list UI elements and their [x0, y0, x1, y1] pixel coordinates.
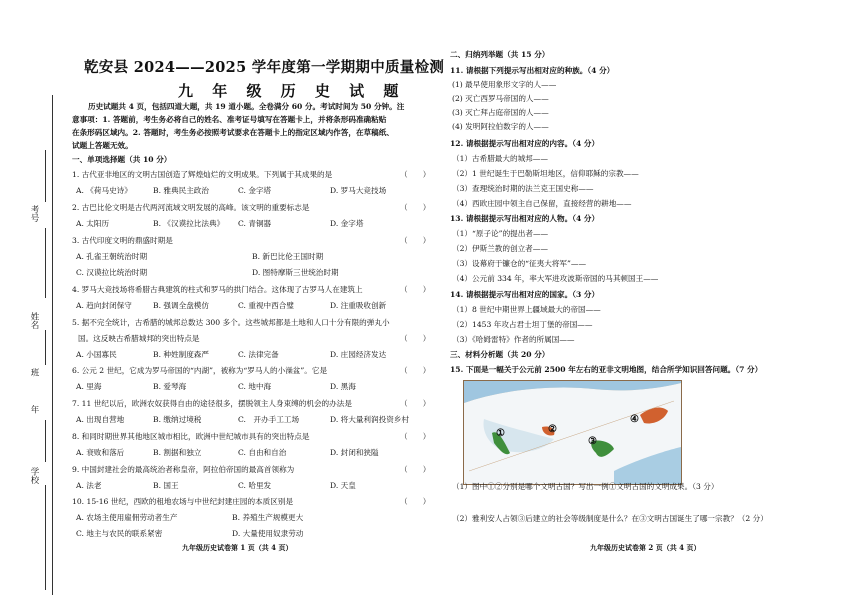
q11-item-3: (3) 灭亡拜占庭帝国的人——	[452, 108, 549, 117]
q5-option-b: B. 种姓制度森严	[153, 350, 209, 359]
class-label: 班	[29, 368, 39, 377]
q2-option-b: B. 《汉谟拉比法典》	[153, 219, 225, 228]
map-label-4: ④	[630, 414, 639, 425]
q5-option-c: C. 法律完备	[238, 350, 279, 359]
q10-option-d: D. 大量使用奴隶劳动	[232, 529, 304, 538]
q4-option-a: A. 趋向封闭保守	[76, 301, 132, 310]
question-5-bracket: （ ）	[400, 334, 431, 343]
question-1: 1. 古代亚非地区的文明古国创造了辉煌灿烂的文明成果。下列属于其成果的是	[72, 170, 333, 179]
q15-part-1: （1）图中①②分别是哪个文明古国？写出一例①文明古国的文明成果。（3 分）	[452, 482, 719, 491]
q6-option-b: B. 爱琴海	[153, 382, 187, 391]
ancient-civilizations-map	[463, 380, 682, 485]
instructions-line-3: 在条形码区域内。2. 答题时，考生务必按照考试要求在答题卡上的指定区域内作答，在草稿纸、	[72, 128, 394, 137]
q9-option-d: D. 天皇	[330, 481, 356, 490]
map-label-1: ①	[496, 428, 505, 439]
school-underline	[45, 485, 46, 590]
q8-option-b: B. 割据和独立	[153, 448, 202, 457]
q5-option-a: A. 小国寡民	[76, 350, 117, 359]
exam-no-underline	[45, 150, 46, 202]
q7-option-c: C. 开办手工工场	[238, 415, 300, 424]
footer-right: 九年级历史试卷第 2 页（共 4 页）	[590, 543, 701, 552]
footer-left: 九年级历史试卷第 1 页（共 4 页）	[182, 543, 293, 552]
q14-item-3: （3）《哈姆雷特》作者的所属国——	[452, 335, 575, 344]
q14-item-1: （1）8 世纪中期世界上疆域最大的帝国——	[452, 305, 601, 314]
q4-option-b: B. 强调全盘模仿	[153, 301, 209, 310]
question-10: 10. 15-16 世纪，西欧的租地农场与中世纪封建庄园的本质区别是	[72, 497, 294, 506]
q11-item-2: (2) 灭亡西罗马帝国的人——	[452, 94, 549, 103]
q14-item-2: （2）1453 年攻占君士坦丁堡的帝国——	[452, 320, 593, 329]
q3-option-a: A. 孔雀王朝统治时期	[76, 252, 148, 261]
instructions-line-2: 意事项：1. 答题前，考生务必将自己的姓名、准考证号填写在答题卡上，并将条形码准确粘贴	[72, 115, 387, 124]
question-12: 12. 请根据提示写出相对应的内容。（4 分）	[450, 139, 600, 148]
q3-option-b: B. 新巴比伦王国时期	[252, 252, 324, 261]
q8-option-c: C. 自由和自治	[238, 448, 287, 457]
question-10-bracket: （ ）	[400, 497, 431, 506]
exam-title: 乾安县 2024——2025 学年度第一学期期中质量检测	[84, 59, 445, 76]
q6-option-c: C. 地中海	[238, 382, 272, 391]
section1-heading: 一、单项选择题（共 10 分）	[72, 155, 172, 164]
question-3-bracket: （ ）	[400, 236, 431, 245]
question-8: 8. 和同时期世界其他地区城市相比，欧洲中世纪城市具有的突出特点是	[72, 432, 310, 441]
q13-item-4: （4）公元前 334 年，率大军进攻波斯帝国的马其顿国王——	[452, 274, 659, 283]
q7-option-d: D. 将大量利润投资乡村	[330, 415, 409, 424]
q9-option-b: B. 国王	[153, 481, 179, 490]
question-14: 14. 请根据提示写出相对应的国家。（3 分）	[450, 290, 600, 299]
q4-option-d: D. 注重吸收创新	[330, 301, 387, 310]
question-4: 4. 罗马大竞技场将希腊古典建筑的柱式和罗马的拱门结合。这体现了古罗马人在建筑上	[72, 285, 363, 294]
q12-item-1: （1）古希腊最大的城邦——	[452, 154, 548, 163]
grade-underline	[45, 420, 46, 462]
q7-option-a: A. 出现自营地	[76, 415, 125, 424]
q1-option-a: A. 《荷马史诗》	[76, 186, 132, 195]
question-4-bracket: （ ）	[400, 285, 431, 294]
question-2: 2. 古巴比伦文明是古代两河流域文明发展的高峰。该文明的重要标志是	[72, 203, 310, 212]
q2-option-d: D. 金字塔	[330, 219, 364, 228]
question-3: 3. 古代印度文明的鼎盛时期是	[72, 236, 173, 245]
question-7-bracket: （ ）	[400, 399, 431, 408]
name-label: 姓名	[29, 312, 39, 329]
q1-option-d: D. 罗马大竞技场	[330, 186, 387, 195]
q13-item-2: （2）伊斯兰教的创立者——	[452, 244, 548, 253]
question-8-bracket: （ ）	[400, 432, 431, 441]
exam-subtitle: 九 年 级 历 史 试 题	[178, 82, 406, 100]
exam-no-underline-2	[45, 228, 46, 298]
exam-no-label: 考号	[29, 205, 39, 222]
q9-option-c: C. 哈里发	[238, 481, 272, 490]
instructions-line-4: 试题上答题无效。	[72, 141, 133, 150]
q15-part-2: （2）雅利安人占领③后建立的社会等级制度是什么？在③文明古国诞生了哪一宗教？（2 分）	[452, 514, 768, 523]
q9-option-a: A. 法老	[76, 481, 102, 490]
q5-option-d: D. 庄园经济发达	[330, 350, 387, 359]
question-13: 13. 请根据提示写出相对应的人物。（4 分）	[450, 214, 600, 223]
section2-heading: 二、归纳列举题（共 15 分）	[450, 50, 550, 59]
q7-option-b: B. 缴纳过境税	[153, 415, 202, 424]
q13-item-3: （3）设幕府于镰仓的“征夷大将军”——	[452, 259, 587, 268]
q11-item-1: (1) 最早使用象形文字的人——	[452, 80, 557, 89]
school-label: 学校	[29, 467, 39, 484]
question-11: 11. 请根据下列提示写出相对应的种族。（4 分）	[450, 66, 615, 75]
q8-option-d: D. 封闭和狭隘	[330, 448, 379, 457]
question-7: 7. 11 世纪以后，欧洲农奴获得自由的途径很多，摆脱领主人身束缚的机会的办法是	[72, 399, 352, 408]
question-15: 15. 下面是一幅关于公元前 2500 年左右的亚非文明地图，结合所学知识回答问题。（7 分）	[450, 365, 763, 374]
q6-option-d: D. 黑海	[330, 382, 356, 391]
question-9: 9. 中国封建社会的最高统治者称皇帝，阿拉伯帝国的最高首领称为	[72, 465, 295, 474]
section3-heading: 三、材料分析题（共 20 分）	[450, 350, 550, 359]
question-2-bracket: （ ）	[400, 203, 431, 212]
question-6-bracket: （ ）	[400, 366, 431, 375]
q12-item-4: （4）西欧庄园中领主自己保留，直接经营的耕地——	[452, 199, 632, 208]
q10-option-a: A. 农场主使用雇佣劳动者生产	[76, 513, 178, 522]
question-9-bracket: （ ）	[400, 465, 431, 474]
q12-item-3: （3）查理统治时期的法兰克王国史称——	[452, 184, 594, 193]
q6-option-a: A. 里海	[76, 382, 102, 391]
q11-item-4: (4) 发明阿拉伯数字的人——	[452, 122, 549, 131]
q1-option-b: B. 雅典民主政治	[153, 186, 209, 195]
q8-option-a: A. 衰败和落后	[76, 448, 125, 457]
question-5-line-2: 国。这反映古希腊城邦的突出特点是	[78, 334, 200, 343]
q10-option-c: C. 地主与农民的联系紧密	[76, 529, 163, 538]
q13-item-1: （1）“原子论”的提出者——	[452, 229, 549, 238]
q2-option-a: A. 太阳历	[76, 219, 110, 228]
q2-option-c: C. 青铜器	[238, 219, 272, 228]
question-1-bracket: （ ）	[400, 170, 431, 179]
q3-option-d: D. 图特摩斯三世统治时期	[252, 268, 339, 277]
map-label-3: ③	[588, 436, 597, 447]
name-underline	[45, 330, 46, 365]
question-5-line-1: 5. 据不完全统计，古希腊的城邦总数达 300 多个。这些城邦都是土地和人口十分有限的弹丸小	[72, 318, 390, 327]
q4-option-c: C. 重视中西合璧	[238, 301, 294, 310]
q1-option-c: C. 金字塔	[238, 186, 272, 195]
binding-line	[52, 95, 53, 595]
question-6: 6. 公元 2 世纪，它成为罗马帝国的“内湖”，被称为“罗马人的小澡盆”。它是	[72, 366, 328, 375]
q3-option-c: C. 汉谟拉比统治时期	[76, 268, 148, 277]
map-label-2: ②	[548, 424, 557, 435]
q10-option-b: B. 养殖生产规模更大	[232, 513, 304, 522]
q12-item-2: （2）1 世纪诞生于巴勒斯坦地区，信仰耶稣的宗教——	[452, 169, 639, 178]
grade-label: 年	[29, 405, 39, 414]
instructions-line-1: 历史试题共 4 页，包括四道大题，共 19 道小题。全卷满分 60 分。考试时间为 50 分钟。注	[88, 102, 405, 111]
